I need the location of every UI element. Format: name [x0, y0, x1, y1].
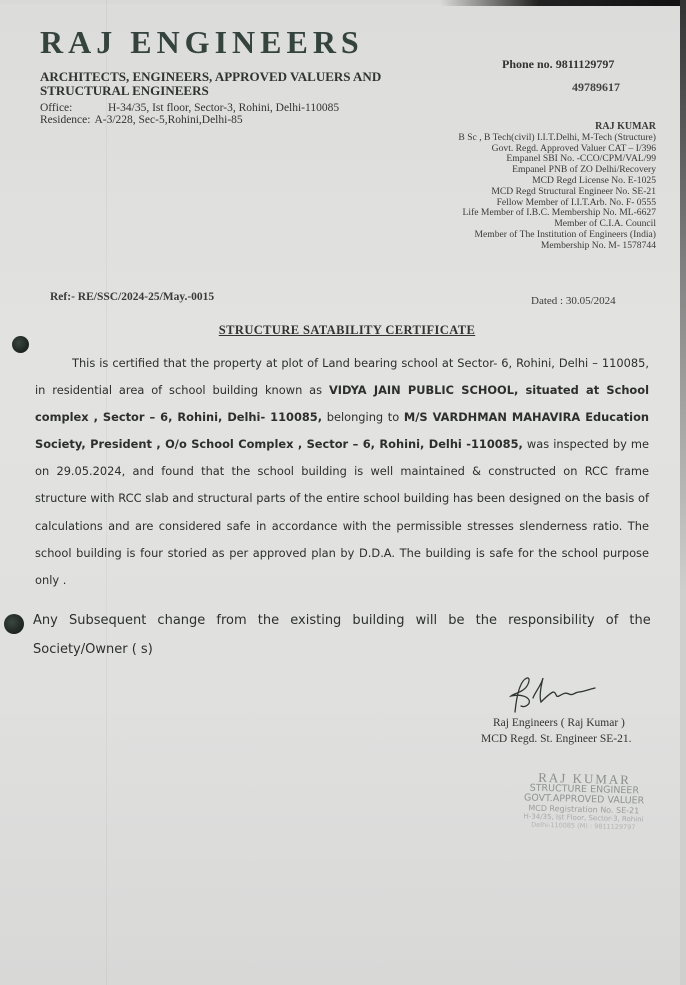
body-text-1: This is certified that the property at plot of Land bearing school at Sector- 6, Rohini, Delhi – 110085, in residential area of school building known as [35, 356, 649, 398]
note-line-2: Society/Owner ( s) [33, 642, 153, 657]
responsibility-note [33, 606, 655, 664]
stamp-line: GOVT.APPROVED VALUER [523, 792, 645, 807]
residence-address [40, 114, 243, 126]
punch-hole-icon [12, 336, 29, 353]
office-label: Office: [40, 102, 73, 114]
signature-icon [505, 672, 605, 720]
credential-line: Empanel SBI No. -CCO/CPM/VAL/99 [506, 153, 656, 165]
credential-line: Member of C.I.A. Council [554, 218, 656, 230]
background-edge-right [680, 0, 686, 985]
stamp-line: STRUCTURE ENGINEER [529, 782, 640, 797]
office-address [40, 102, 339, 114]
certificate-body [35, 350, 649, 594]
signatory-registration: MCD Regd. St. Engineer SE-21. [481, 733, 632, 745]
stamp-line: MCD Registration No. SE-21 [528, 803, 640, 816]
phone-label: Phone no. [502, 57, 553, 71]
body-text-2: belonging to [322, 410, 404, 425]
phone-primary: 9811129797 [555, 57, 615, 71]
society-name: M/S VARDHMAN MAHAVIRA Education Society, President , O/o School Complex , Sector – 6, Rohini, Delhi -110085, [35, 410, 650, 452]
credential-line: Empanel PNB of ZO Delhi/Recovery [512, 164, 656, 176]
firm-tagline: ARCHITECTS, ENGINEERS, APPROVED VALUERS AND STRUCTURAL ENGINEERS [40, 69, 382, 98]
credential-line: B Sc , B Tech(civil) I.I.T.Delhi, M-Tech (Structure) [458, 131, 656, 143]
stamp-line: Delhi-110085 (M) : 9811129797 [531, 820, 636, 832]
school-name: VIDYA JAIN PUBLIC SCHOOL, situated at School complex , Sector – 6, Rohini, Delhi- 110085, [35, 383, 649, 425]
date: Dated : 30.05/2024 [531, 295, 616, 307]
credential-line: Fellow Member of I.I.T.Arb. No. F- 0555 [496, 196, 656, 208]
credential-line: MCD Regd Structural Engineer No. SE-21 [491, 185, 656, 197]
engineer-stamp [483, 770, 684, 832]
credential-line: Govt. Regd. Approved Valuer CAT – I/396 [491, 142, 656, 154]
certificate-title: STRUCTURE SATABILITY CERTIFICATE [218, 323, 476, 337]
credentials-block [376, 122, 656, 252]
office-address-text: H-34/35, Ist floor, Sector-3, Rohini, Delhi-110085 [108, 102, 340, 114]
credential-line: Member of The Institution of Engineers (India) [474, 228, 656, 240]
stamp-line: H-34/35, Ist Floor, Sector-3, Rohini [523, 812, 644, 824]
credential-line: MCD Regd License No. E-1025 [532, 174, 656, 186]
note-line-1: Any Subsequent change from the existing building will be the responsibility of the [33, 613, 651, 628]
phone-secondary: 49789617 [572, 80, 620, 94]
body-text-3: was inspected by me on 29.05.2024, and found that the school building is well maintained & constructed on RCC frame structure with RCC slab and structural parts of the entire school building has been designed on the basis of calculations and are considered safe in accordance with the permissible stresses slenderness ratio. The school building is four storied as per approved plan by D.D.A. The building is safe for the school purpose only . [35, 437, 649, 587]
stamp-name: RAJ KUMAR [538, 769, 632, 788]
residence-address-text: A-3/228, Sec-5,Rohini,Delhi-85 [94, 114, 243, 126]
reference-number: Ref:- RE/SSC/2024-25/May.-0015 [50, 291, 215, 303]
credential-line: Membership No. M- 1578744 [540, 239, 656, 251]
residence-label: Residence: [40, 114, 91, 126]
firm-name: RAJ ENGINEERS [40, 24, 364, 60]
engineer-name: RAJ KUMAR [595, 121, 656, 132]
signatory-name: Raj Engineers ( Raj Kumar ) [493, 717, 625, 729]
credential-line: Life Member of I.B.C. Membership No. ML-6627 [462, 207, 656, 219]
background-edge [440, 0, 686, 6]
punch-hole-icon [4, 614, 24, 634]
phone-number [502, 57, 614, 72]
